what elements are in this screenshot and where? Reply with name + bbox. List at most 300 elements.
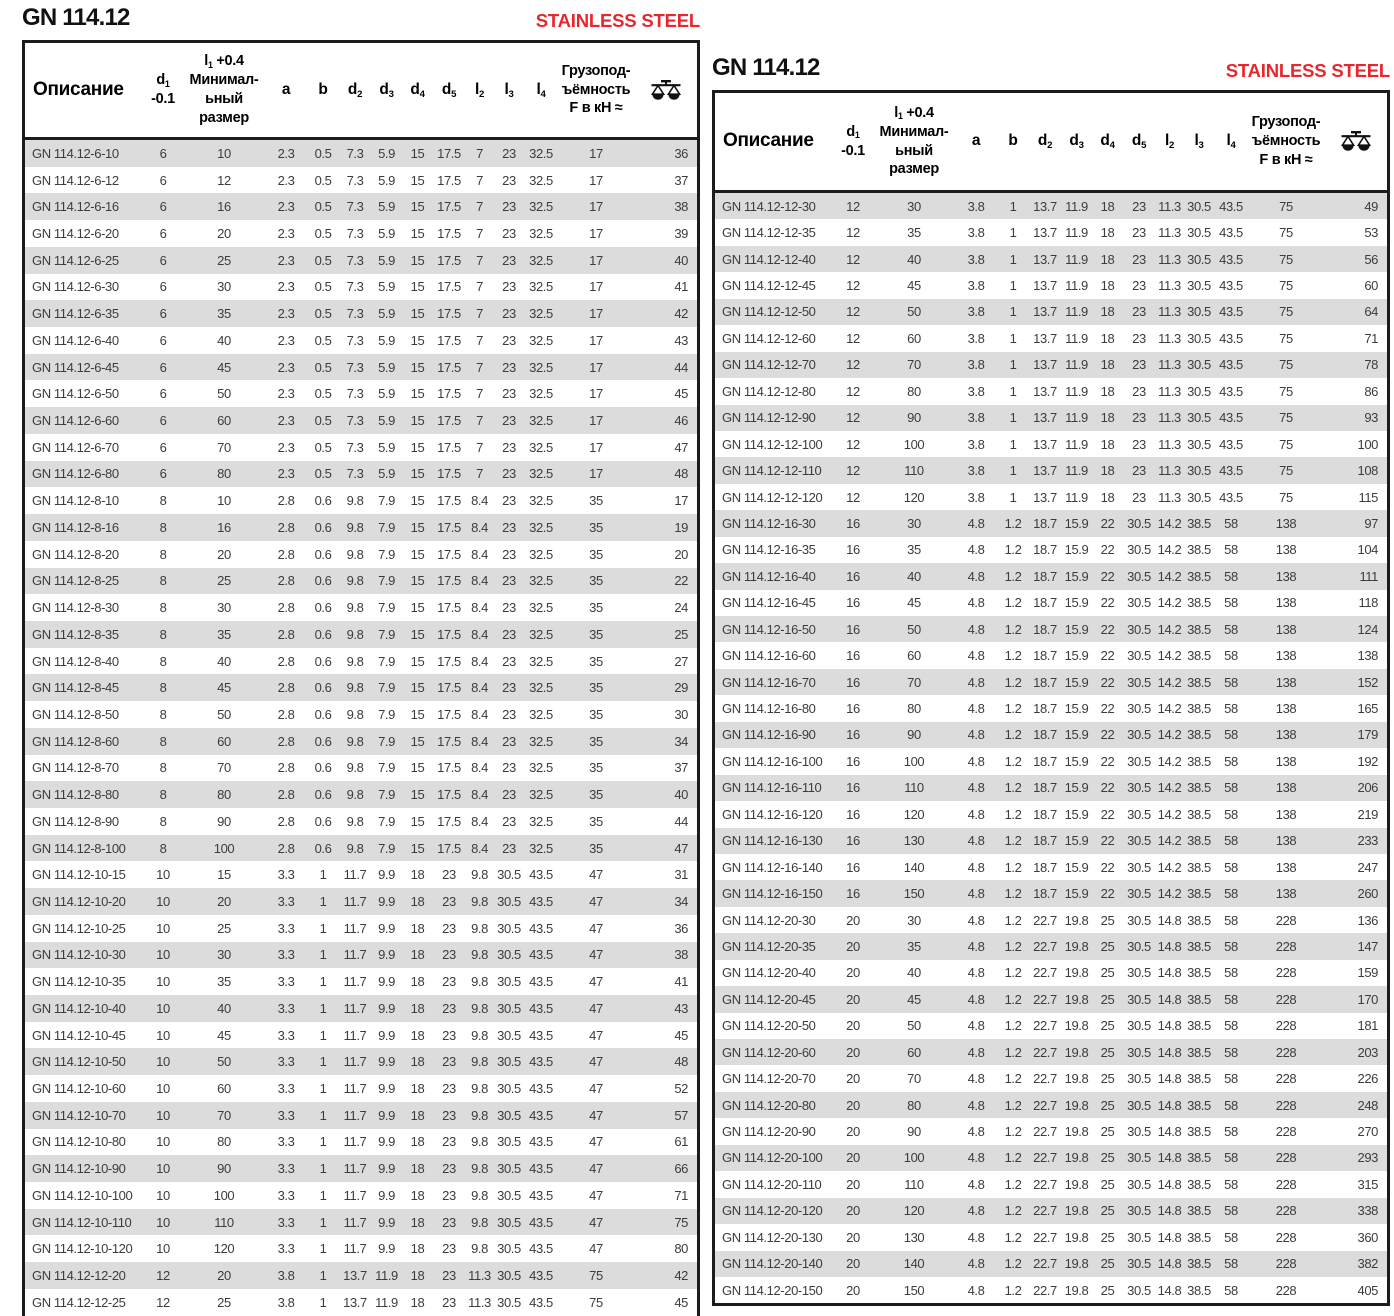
value-l2: 9.8 — [471, 920, 488, 936]
value-a: 3.8 — [967, 330, 985, 346]
value-a: 3.3 — [277, 1161, 295, 1177]
value-d3: 5.9 — [378, 145, 395, 161]
value-l2: 7 — [476, 279, 483, 295]
value-l2: 14.2 — [1157, 806, 1182, 822]
value-weight: 20 — [674, 546, 688, 562]
value-l2: 9.8 — [471, 1081, 488, 1097]
value-b: 0.6 — [314, 546, 332, 562]
value-l4: 58 — [1224, 753, 1238, 769]
value-weight: 405 — [1357, 1282, 1378, 1298]
value-load-capacity: 228 — [1275, 1203, 1297, 1219]
value-d3: 5.9 — [378, 306, 395, 322]
value-l3: 23 — [502, 306, 516, 322]
value-load-capacity: 17 — [589, 306, 603, 322]
table-row — [715, 1224, 1387, 1250]
value-d3: 5.9 — [378, 332, 395, 348]
column-header-d1: $d_1$ -0.1 — [841, 123, 865, 159]
value-l2: 11.3 — [1158, 330, 1181, 346]
value-d4: 18 — [1100, 330, 1115, 346]
value-d2: 11.7 — [343, 1027, 367, 1043]
value-l1-min: 80 — [217, 787, 231, 803]
value-d5: 17.5 — [437, 760, 461, 776]
value-l1-min: 35 — [217, 626, 231, 642]
value-l3: 23 — [502, 653, 516, 669]
part-number: GN 114.12-12-110 — [722, 463, 822, 479]
value-l1-min: 70 — [907, 357, 921, 373]
value-l4: 43.5 — [1219, 357, 1243, 373]
table-row — [25, 193, 697, 220]
value-l4: 32.5 — [529, 172, 553, 188]
value-a: 2.8 — [277, 733, 295, 749]
value-a: 2.3 — [277, 413, 295, 429]
value-l3: 30.5 — [1187, 357, 1211, 373]
part-number: GN 114.12-6-20 — [32, 226, 119, 242]
value-load-capacity: 138 — [1275, 753, 1297, 769]
table-row — [715, 1118, 1387, 1144]
value-a: 4.8 — [967, 1256, 985, 1272]
value-d3: 11.9 — [1065, 225, 1088, 241]
value-a: 3.3 — [277, 1107, 295, 1123]
value-b: 0.5 — [314, 172, 332, 188]
column-header-d2: $d_2$ — [347, 80, 363, 100]
value-d1: 8 — [159, 706, 167, 722]
value-d2: 13.7 — [1033, 436, 1057, 452]
value-d5: 30.5 — [1127, 1203, 1151, 1219]
value-weight: 19 — [674, 519, 688, 535]
part-number: GN 114.12-10-80 — [32, 1134, 126, 1150]
value-d4: 15 — [410, 199, 425, 215]
value-d1: 12 — [846, 330, 860, 346]
value-b: 1.2 — [1004, 912, 1022, 928]
value-load-capacity: 35 — [589, 733, 603, 749]
value-d2: 13.7 — [343, 1294, 367, 1310]
part-number: GN 114.12-12-25 — [32, 1294, 126, 1310]
value-weight: 86 — [1364, 383, 1378, 399]
value-l1-min: 16 — [217, 519, 231, 535]
value-d2: 22.7 — [1033, 991, 1057, 1007]
value-l1-min: 45 — [217, 359, 231, 375]
value-load-capacity: 138 — [1275, 621, 1297, 637]
value-d1: 8 — [159, 813, 167, 829]
value-l2: 11.3 — [1158, 463, 1181, 479]
part-number: GN 114.12-10-35 — [32, 974, 126, 990]
value-weight: 53 — [1364, 225, 1378, 241]
value-d3: 9.9 — [378, 1214, 395, 1230]
part-number: GN 114.12-20-35 — [722, 938, 816, 954]
value-d2: 13.7 — [1033, 330, 1057, 346]
part-number: GN 114.12-10-70 — [32, 1107, 126, 1123]
value-d1: 12 — [846, 225, 860, 241]
table-row — [25, 1075, 697, 1102]
value-weight: 52 — [674, 1081, 688, 1097]
table-row — [25, 140, 697, 167]
value-a: 3.8 — [967, 251, 985, 267]
value-l3: 38.5 — [1187, 912, 1211, 928]
value-b: 1.2 — [1004, 621, 1022, 637]
value-l4: 58 — [1224, 1124, 1238, 1140]
value-d4: 22 — [1100, 648, 1115, 664]
value-l4: 43.5 — [529, 947, 553, 963]
value-d5: 23 — [442, 1187, 456, 1203]
part-number: GN 114.12-10-60 — [32, 1081, 126, 1097]
value-d4: 18 — [410, 893, 425, 909]
value-b: 1.2 — [1004, 780, 1022, 796]
value-load-capacity: 47 — [589, 1187, 603, 1203]
part-number: GN 114.12-20-50 — [722, 1018, 816, 1034]
value-d3: 15.9 — [1064, 833, 1089, 849]
value-d4: 15 — [410, 172, 425, 188]
value-l1-min: 80 — [907, 701, 921, 717]
value-b: 1.2 — [1004, 1071, 1022, 1087]
value-l3: 23 — [502, 359, 516, 375]
value-l4: 32.5 — [529, 626, 553, 642]
value-weight: 25 — [674, 626, 688, 642]
value-d1: 8 — [159, 519, 167, 535]
value-l1-min: 45 — [907, 991, 921, 1007]
value-b: 1 — [1009, 198, 1017, 214]
value-l1-min: 12 — [217, 172, 231, 188]
value-d1: 16 — [846, 542, 860, 558]
value-l4: 43.5 — [529, 1241, 553, 1257]
table-row — [715, 1039, 1387, 1065]
part-number: GN 114.12-6-70 — [32, 439, 119, 455]
value-a: 2.3 — [277, 386, 295, 402]
value-l4: 43.5 — [529, 867, 553, 883]
value-d3: 9.9 — [378, 867, 395, 883]
value-d5: 17.5 — [437, 466, 461, 482]
table-row — [715, 854, 1387, 880]
value-d3: 11.9 — [1065, 278, 1088, 294]
value-load-capacity: 138 — [1275, 780, 1297, 796]
value-d1: 16 — [846, 621, 860, 637]
value-weight: 46 — [674, 413, 688, 429]
value-d2: 7.3 — [346, 466, 364, 482]
value-b: 1 — [1009, 410, 1017, 426]
value-d1: 20 — [846, 912, 860, 928]
value-d3: 7.9 — [378, 733, 395, 749]
part-number: GN 114.12-16-130 — [722, 833, 823, 849]
value-l1-min: 50 — [907, 1018, 921, 1034]
value-a: 4.8 — [967, 859, 985, 875]
value-load-capacity: 47 — [589, 920, 603, 936]
part-number: GN 114.12-20-120 — [722, 1203, 823, 1219]
value-l4: 43.5 — [529, 974, 553, 990]
value-d5: 17.5 — [437, 840, 461, 856]
table-row — [25, 781, 697, 808]
value-b: 1 — [319, 1187, 327, 1203]
table-row — [715, 246, 1387, 272]
part-number: GN 114.12-16-110 — [722, 780, 822, 796]
value-l2: 14.8 — [1157, 991, 1182, 1007]
value-d1: 12 — [846, 278, 860, 294]
value-b: 1 — [319, 1134, 327, 1150]
value-a: 4.8 — [967, 515, 985, 531]
value-d4: 25 — [1100, 1203, 1115, 1219]
value-l3: 30.5 — [497, 893, 521, 909]
value-l3: 38.5 — [1187, 701, 1211, 717]
value-d2: 18.7 — [1033, 780, 1057, 796]
part-number: GN 114.12-20-130 — [722, 1229, 823, 1245]
part-number: GN 114.12-6-80 — [32, 466, 119, 482]
value-weight: 165 — [1357, 701, 1378, 717]
value-d5: 17.5 — [437, 359, 461, 375]
value-d2: 11.7 — [343, 867, 367, 883]
part-number: GN 114.12-6-25 — [32, 252, 119, 268]
value-l3: 23 — [502, 813, 516, 829]
value-d5: 30.5 — [1127, 1044, 1151, 1060]
value-l4: 32.5 — [529, 386, 553, 402]
value-l2: 9.8 — [471, 1187, 488, 1203]
value-d3: 9.9 — [378, 1161, 395, 1177]
value-l4: 43.5 — [529, 1081, 553, 1097]
value-weight: 36 — [674, 145, 688, 161]
value-d4: 18 — [410, 1294, 425, 1310]
value-l4: 58 — [1224, 859, 1238, 875]
value-l1-min: 60 — [907, 330, 921, 346]
table-row — [715, 193, 1387, 219]
value-d2: 7.3 — [346, 306, 364, 322]
value-l4: 32.5 — [529, 199, 553, 215]
value-weight: 41 — [674, 974, 688, 990]
value-weight: 203 — [1357, 1044, 1378, 1060]
table-row — [25, 1289, 697, 1316]
value-b: 1 — [319, 1294, 327, 1310]
value-l3: 30.5 — [1187, 410, 1211, 426]
value-l3: 23 — [502, 332, 516, 348]
value-l4: 43.5 — [529, 1214, 553, 1230]
value-a: 2.3 — [277, 306, 295, 322]
value-l3: 30.5 — [497, 1134, 521, 1150]
value-weight: 40 — [674, 252, 688, 268]
table-row — [25, 1262, 697, 1289]
value-d2: 7.3 — [346, 145, 364, 161]
column-header-d5: $d_5$ — [441, 80, 457, 100]
value-weight: 43 — [674, 1000, 688, 1016]
value-d3: 15.9 — [1064, 648, 1089, 664]
value-l2: 11.3 — [1158, 225, 1181, 241]
value-l3: 23 — [502, 840, 516, 856]
part-number: GN 114.12-20-30 — [722, 912, 816, 928]
value-b: 1.2 — [1004, 701, 1022, 717]
value-l2: 9.8 — [471, 1214, 488, 1230]
table-row — [25, 755, 697, 782]
table-row — [715, 299, 1387, 325]
value-load-capacity: 35 — [589, 600, 603, 616]
table-row — [25, 380, 697, 407]
value-a: 2.3 — [277, 359, 295, 375]
value-b: 1.2 — [1004, 1150, 1022, 1166]
value-d4: 15 — [410, 386, 425, 402]
value-d2: 9.8 — [346, 813, 364, 829]
value-l1-min: 80 — [907, 1097, 921, 1113]
value-l1-min: 120 — [903, 489, 925, 505]
value-a: 3.8 — [967, 463, 985, 479]
value-a: 2.3 — [277, 252, 295, 268]
value-l3: 38.5 — [1187, 1203, 1211, 1219]
value-l3: 38.5 — [1187, 648, 1211, 664]
value-a: 3.3 — [277, 974, 295, 990]
value-d4: 15 — [410, 519, 425, 535]
value-load-capacity: 228 — [1275, 1044, 1297, 1060]
part-number: GN 114.12-16-35 — [722, 542, 816, 558]
column-header-load-capacity: Грузопод- ъёмность F в кН ≈ — [561, 62, 631, 117]
value-d3: 9.9 — [378, 1081, 395, 1097]
value-l3: 30.5 — [497, 974, 521, 990]
value-d3: 9.9 — [378, 947, 395, 963]
value-d2: 9.8 — [346, 546, 364, 562]
part-number: GN 114.12-8-16 — [32, 519, 119, 535]
value-d5: 30.5 — [1127, 1256, 1151, 1272]
value-d3: 11.9 — [1065, 436, 1088, 452]
value-a: 4.8 — [967, 1203, 985, 1219]
value-l2: 8.4 — [471, 680, 488, 696]
table-row — [25, 1022, 697, 1049]
value-d2: 18.7 — [1033, 701, 1057, 717]
value-d4: 18 — [410, 1241, 425, 1257]
value-load-capacity: 75 — [1279, 463, 1293, 479]
value-d1: 8 — [159, 546, 167, 562]
value-l3: 38.5 — [1187, 1176, 1211, 1192]
part-number: GN 114.12-8-25 — [32, 573, 119, 589]
value-d3: 11.9 — [1065, 357, 1088, 373]
table-row — [25, 247, 697, 274]
value-l3: 30.5 — [1187, 251, 1211, 267]
value-a: 4.8 — [967, 1150, 985, 1166]
part-number: GN 114.12-20-45 — [722, 991, 816, 1007]
value-l4: 43.5 — [1219, 383, 1243, 399]
value-l2: 14.8 — [1157, 1097, 1182, 1113]
part-number: GN 114.12-8-20 — [32, 546, 119, 562]
value-l1-min: 10 — [217, 145, 231, 161]
value-d4: 18 — [410, 1054, 425, 1070]
value-d3: 19.8 — [1064, 965, 1089, 981]
value-l4: 32.5 — [529, 252, 553, 268]
value-l3: 23 — [502, 680, 516, 696]
value-b: 0.6 — [314, 813, 332, 829]
value-l3: 38.5 — [1187, 1044, 1211, 1060]
value-weight: 40 — [674, 787, 688, 803]
value-a: 2.8 — [277, 546, 295, 562]
value-l3: 30.5 — [497, 920, 521, 936]
value-d2: 7.3 — [346, 386, 364, 402]
value-d4: 22 — [1100, 515, 1115, 531]
value-load-capacity: 35 — [589, 840, 603, 856]
value-l2: 8.4 — [471, 519, 488, 535]
value-l4: 58 — [1224, 1229, 1238, 1245]
value-d2: 18.7 — [1033, 833, 1057, 849]
value-l2: 11.3 — [1158, 304, 1181, 320]
value-weight: 124 — [1357, 621, 1378, 637]
table-row — [25, 487, 697, 514]
value-d5: 17.5 — [437, 680, 461, 696]
value-a: 3.8 — [967, 357, 985, 373]
value-l2: 14.8 — [1157, 1018, 1182, 1034]
value-d2: 22.7 — [1033, 965, 1057, 981]
value-d4: 25 — [1100, 938, 1115, 954]
value-d4: 22 — [1100, 727, 1115, 743]
value-load-capacity: 17 — [589, 226, 603, 242]
value-load-capacity: 17 — [589, 332, 603, 348]
value-l3: 38.5 — [1187, 674, 1211, 690]
value-d5: 17.5 — [437, 706, 461, 722]
value-weight: 34 — [674, 733, 688, 749]
part-number: GN 114.12-16-80 — [722, 701, 816, 717]
value-weight: 37 — [674, 760, 688, 776]
value-d4: 22 — [1100, 859, 1115, 875]
value-weight: 78 — [1364, 357, 1378, 373]
part-number: GN 114.12-8-100 — [32, 840, 126, 856]
value-d3: 5.9 — [378, 226, 395, 242]
value-b: 1.2 — [1004, 886, 1022, 902]
part-number: GN 114.12-20-40 — [722, 965, 816, 981]
value-d1: 8 — [159, 680, 167, 696]
column-header-b: b — [1008, 132, 1018, 150]
column-header-load-capacity: Грузопод- ъёмность F в кН ≈ — [1251, 114, 1321, 168]
value-l1-min: 40 — [217, 332, 231, 348]
value-load-capacity: 138 — [1275, 727, 1297, 743]
value-d3: 9.9 — [378, 1241, 395, 1257]
value-d5: 30.5 — [1127, 1282, 1151, 1298]
part-number: GN 114.12-8-80 — [32, 787, 119, 803]
part-number: GN 114.12-8-30 — [32, 600, 119, 616]
value-load-capacity: 35 — [589, 813, 603, 829]
value-d2: 9.8 — [346, 733, 364, 749]
value-d3: 11.9 — [1065, 410, 1088, 426]
column-header-d2: $d_2$ — [1037, 132, 1053, 152]
value-l4: 58 — [1224, 833, 1238, 849]
value-weight: 31 — [674, 867, 688, 883]
part-number: GN 114.12-6-10 — [32, 145, 119, 161]
part-number: GN 114.12-12-60 — [722, 330, 816, 346]
value-d2: 9.8 — [346, 787, 364, 803]
value-d4: 15 — [410, 706, 425, 722]
part-number: GN 114.12-12-20 — [32, 1268, 126, 1284]
table-row — [715, 1092, 1387, 1118]
part-number: GN 114.12-8-90 — [32, 813, 119, 829]
value-l2: 11.3 — [1158, 251, 1181, 267]
value-d3: 19.8 — [1064, 1124, 1089, 1140]
value-d2: 22.7 — [1033, 1176, 1057, 1192]
value-load-capacity: 228 — [1275, 1256, 1297, 1272]
value-d5: 23 — [442, 974, 456, 990]
value-d4: 22 — [1100, 753, 1115, 769]
value-b: 0.5 — [314, 359, 332, 375]
value-d3: 15.9 — [1064, 886, 1089, 902]
value-d5: 30.5 — [1127, 1176, 1151, 1192]
value-d2: 9.8 — [346, 493, 364, 509]
value-l2: 14.2 — [1157, 515, 1182, 531]
value-a: 4.8 — [967, 1282, 985, 1298]
value-d1: 10 — [156, 947, 170, 963]
value-l3: 30.5 — [497, 867, 521, 883]
value-d1: 12 — [846, 304, 860, 320]
value-d5: 30.5 — [1127, 859, 1151, 875]
value-d5: 30.5 — [1127, 1150, 1151, 1166]
value-weight: 71 — [674, 1187, 688, 1203]
part-number: GN 114.12-20-110 — [722, 1176, 822, 1192]
value-b: 1.2 — [1004, 1203, 1022, 1219]
part-number: GN 114.12-20-90 — [722, 1124, 816, 1140]
value-weight: 115 — [1358, 489, 1378, 505]
value-l3: 38.5 — [1187, 1124, 1211, 1140]
value-d1: 8 — [159, 626, 167, 642]
value-l4: 32.5 — [529, 279, 553, 295]
value-l1-min: 90 — [907, 727, 921, 743]
part-number: GN 114.12-20-60 — [722, 1044, 816, 1060]
value-b: 1.2 — [1004, 1044, 1022, 1060]
part-number: GN 114.12-6-35 — [32, 306, 119, 322]
value-l2: 9.8 — [471, 867, 488, 883]
